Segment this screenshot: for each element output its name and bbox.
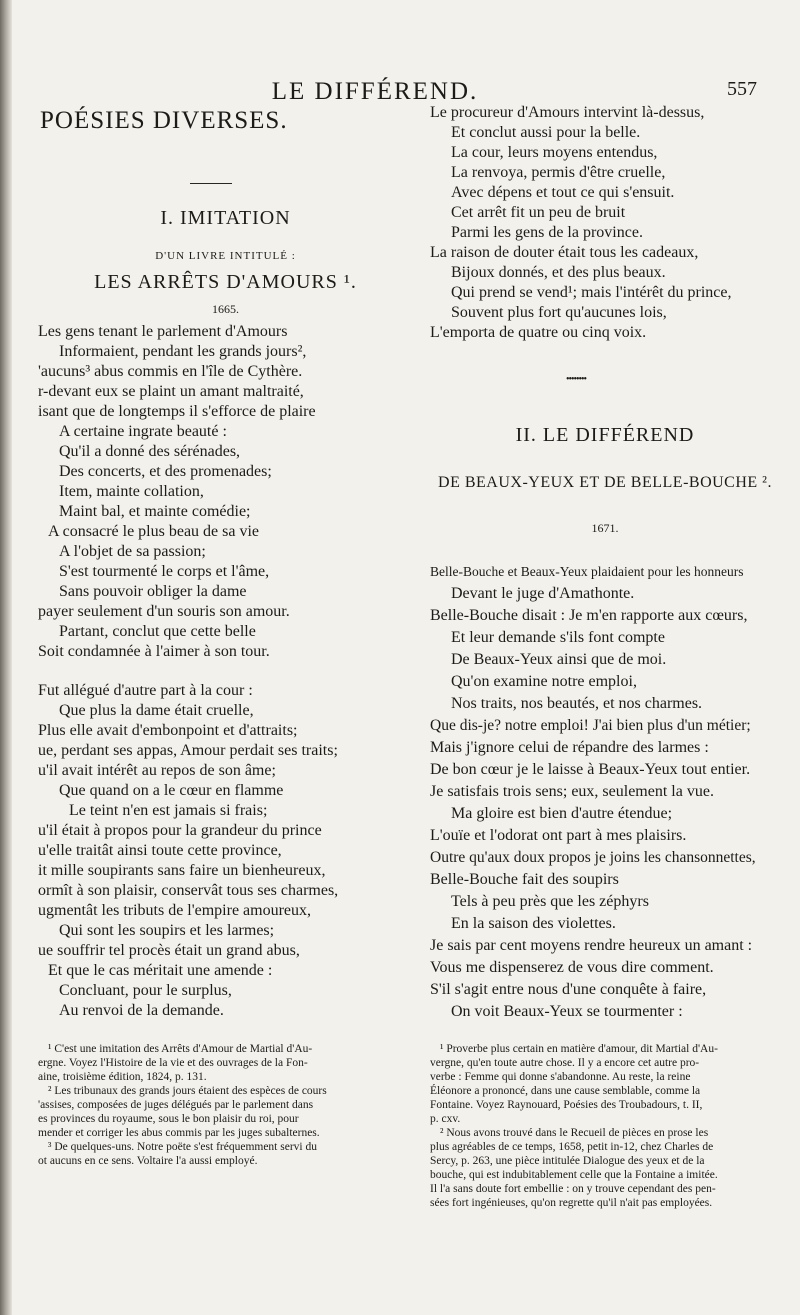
divider-rule [190,183,232,184]
verse-line: ormît à son plaisir, conservât tous ses charmes, [38,882,339,899]
verse-line: Nos traits, nos beautés, et nos charmes. [451,695,703,712]
footnote-line: Sercy, p. 263, une pièce intitulée Dialogue des yeux et de la [430,1155,705,1167]
verse-line: Sans pouvoir obliger la dame [59,583,247,600]
book-binding-shadow [0,0,12,1315]
verse-line: Je sais par cent moyens rendre heureux un amant : [430,937,753,954]
work-title: LES ARRÊTS D'AMOURS ¹. [94,271,357,293]
verse-line: Bijoux donnés, et des plus beaux. [451,264,666,281]
footnote-line: verbe : Femme qui donne s'abandonne. Au reste, la reine [430,1071,691,1083]
verse-line: Qu'on examine notre emploi, [451,673,637,690]
verse-line: Je satisfais trois sens; eux, seulement la vue. [430,783,714,800]
verse-line: De bon cœur je le laisse à Beaux-Yeux tout entier. [430,761,751,778]
verse-line: payer seulement d'un souris son amour. [38,603,290,620]
verse-line: L'emporta de quatre ou cinq voix. [430,324,647,341]
verse-line: Parmi les gens de la province. [451,224,643,241]
verse-line: Au renvoi de la demande. [59,1002,224,1019]
poem-year: 1671. [591,521,619,535]
verse-line: Plus elle avait d'embonpoint et d'attraits; [38,722,298,739]
verse-line: On voit Beaux-Yeux se tourmenter : [451,1003,683,1020]
section-title: POÉSIES DIVERSES. [40,107,288,134]
footnote-line: ² Nous avons trouvé dans le Recueil de pièces en prose les [440,1127,709,1139]
footnote-line: p. cxv. [430,1113,461,1125]
footnote-line: ergne. Voyez l'Histoire de la vie et des ouvrages de la Fon- [38,1057,308,1069]
verse-line: La renvoya, permis d'être cruelle, [451,164,666,181]
verse-line: Qui prend se vend¹; mais l'intérêt du prince, [451,284,732,301]
verse-line: Maint bal, et mainte comédie; [59,503,251,520]
verse-line: A consacré le plus beau de sa vie [48,523,260,540]
footnote-line: sées fort ingénieuses, qu'on regrette qu'il n'ait pas employées. [430,1197,713,1209]
footnote-line: ³ De quelques-uns. Notre poëte s'est fréquemment servi du [48,1141,317,1153]
verse-line: ue, perdant ses appas, Amour perdait ses traits; [38,742,338,759]
verse-line: A certaine ingrate beauté : [59,423,227,440]
poem-year: 1665. [212,302,239,316]
verse-line: Partant, conclut que cette belle [59,623,256,640]
verse-line: La cour, leurs moyens entendus, [451,144,658,161]
footnote-line: plus agréables de ce temps, 1658, petit in-12, chez Charles de [430,1141,714,1153]
verse-line: De Beaux-Yeux ainsi que de moi. [451,651,667,668]
footnote-line: ¹ C'est une imitation des Arrêts d'Amour de Martial d'Au- [48,1043,313,1055]
verse-line: S'est tourmenté le corps et l'âme, [59,563,270,580]
footnote-line: Fontaine. Voyez Raynouard, Poésies des Troubadours, t. II, [430,1099,703,1111]
verse-line: Le procureur d'Amours intervint là-dessus, [430,104,705,121]
verse-line: Informaient, pendant les grands jours², [59,343,307,360]
verse-line: Que quand on a le cœur en flamme [59,782,284,799]
verse-line: Que dis-je? notre emploi! J'ai bien plus d'un métier; [430,717,751,734]
verse-line: Et que le cas méritait une amende : [48,962,273,979]
verse-line: u'elle traitât ainsi toute cette province, [38,842,282,859]
verse-line: Le teint n'en est jamais si frais; [69,802,268,819]
verse-line: Cet arrêt fit un peu de bruit [451,204,626,221]
footnote-line: ² Les tribunaux des grands jours étaient des espèces de cours [48,1085,327,1097]
verse-line: 'aucuns³ abus commis en l'île de Cythère. [38,363,303,380]
verse-line: Belle-Bouche fait des soupirs [430,871,619,888]
work-title: DE BEAUX-YEUX ET DE BELLE-BOUCHE ². [438,474,772,491]
verse-line: Souvent plus fort qu'aucunes lois, [451,304,667,321]
verse-line: A l'objet de sa passion; [59,543,206,560]
verse-line: Qu'il a donné des sérénades, [59,443,241,460]
verse-line: u'il était à propos pour la grandeur du prince [38,822,322,839]
footnote-line: aine, troisième édition, 1824, p. 131. [38,1071,207,1083]
verse-line: u'il avait intérêt au repos de son âme; [38,762,276,779]
page-number: 557 [727,78,757,100]
footnote-line: es provinces du royaume, sous le bon plaisir du roi, pour [38,1113,299,1125]
part-title: II. LE DIFFÉREND [515,424,695,446]
verse-line: Qui sont les soupirs et les larmes; [59,922,275,939]
footnote-line: vergne, qu'en toute autre chose. Il y a encore cet autre pro- [430,1057,700,1069]
verse-line: Fut allégué d'autre part à la cour : [38,682,253,699]
verse-line: Et leur demande s'ils font compte [451,629,665,646]
verse-line: Item, mainte collation, [59,483,204,500]
running-head-title: LE DIFFÉREND. [271,78,479,105]
verse-line: ugmentât les tributs de l'empire amoureux, [38,902,312,919]
verse-line: Tels à peu près que les zéphyrs [451,893,649,910]
footnote-line: Il l'a sans doute fort embellie : on y trouve cependant des pen- [430,1183,716,1195]
verse-line: Belle-Bouche disait : Je m'en rapporte aux cœurs, [430,607,748,624]
footnote-line: mender et corriger les abus commis par les juges subalternes. [38,1127,320,1139]
verse-line: L'ouïe et l'odorat ont part à mes plaisirs. [430,827,687,844]
verse-line: isant que de longtemps il s'efforce de plaire [38,403,316,420]
verse-line: La raison de douter était tous les cadeaux, [430,244,699,261]
footnote-line: ot aucuns en ce sens. Voltaire l'a aussi employé. [38,1155,258,1167]
verse-line: r-devant eux se plaint un amant maltraité, [38,383,304,400]
verse-line: En la saison des violettes. [451,915,616,932]
verse-line: Outre qu'aux doux propos je joins les chansonnettes, [430,849,756,866]
verse-line: Devant le juge d'Amathonte. [451,585,635,602]
verse-line: Mais j'ignore celui de répandre des larmes : [430,739,709,756]
verse-line: Concluant, pour le surplus, [59,982,232,999]
verse-line: Les gens tenant le parlement d'Amours [38,323,288,340]
verse-line: Et conclut aussi pour la belle. [451,124,641,141]
footnote-line: Éléonore a prononcé, dans une cause semblable, comme la [430,1085,701,1097]
verse-line: Ma gloire est bien d'autre étendue; [451,805,673,822]
verse-line: Belle-Bouche et Beaux-Yeux plaidaient pour les honneurs [430,564,744,579]
ornament-divider: •••••••• [566,374,587,385]
verse-line: Soit condamnée à l'aimer à son tour. [38,643,270,660]
verse-line: Vous me dispenserez de vous dire comment. [430,959,714,976]
footnote-line: 'assises, composées de juges délégués par le parlement dans [38,1099,314,1111]
part-subtitle: D'UN LIVRE INTITULÉ : [155,250,296,262]
verse-line: Des concerts, et des promenades; [59,463,272,480]
verse-line: Avec dépens et tout ce qui s'ensuit. [451,184,675,201]
verse-line: ue souffrir tel procès était un grand abus, [38,942,300,959]
verse-line: Que plus la dame était cruelle, [59,702,254,719]
footnote-line: bouche, qui est indubitablement celle que la Fontaine a imitée. [430,1169,718,1181]
footnote-line: ¹ Proverbe plus certain en matière d'amour, dit Martial d'Au- [440,1043,718,1055]
verse-line: S'il s'agit entre nous d'une conquête à faire, [430,981,707,998]
verse-line: it mille soupirants sans faire un bienheureux, [38,862,326,879]
part-title: I. IMITATION [160,207,291,229]
